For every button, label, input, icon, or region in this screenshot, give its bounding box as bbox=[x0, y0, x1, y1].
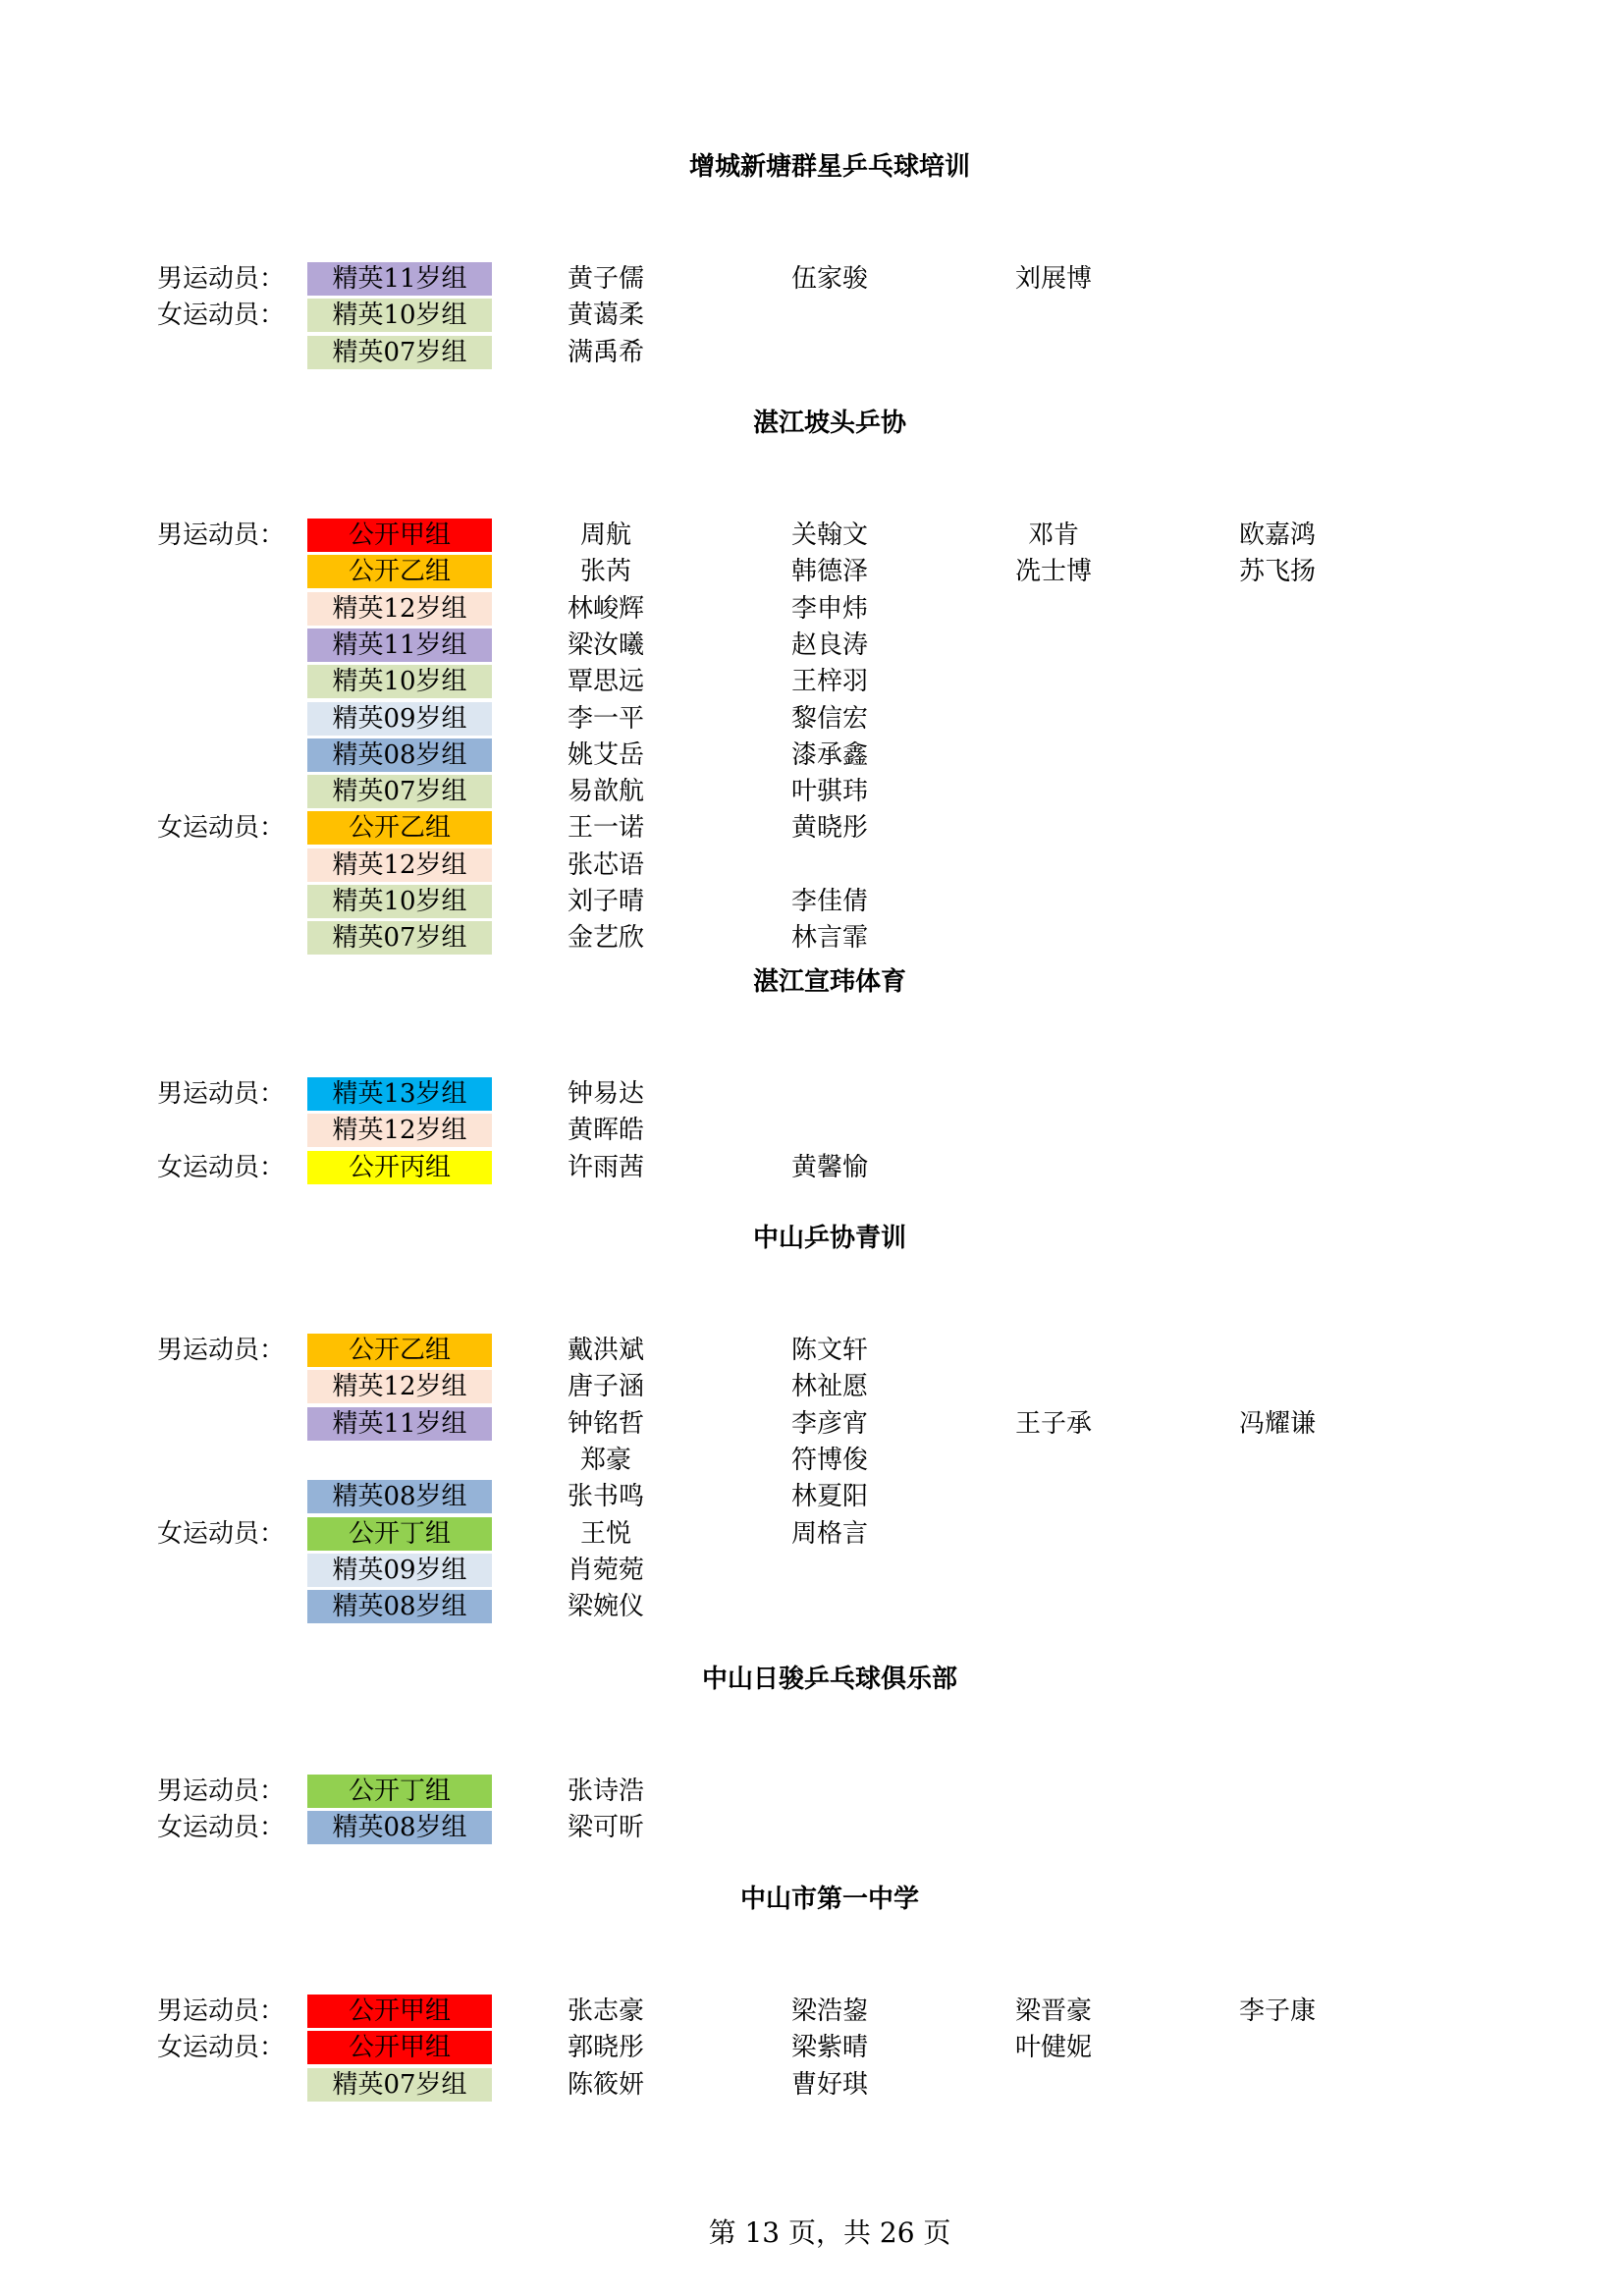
roster-row bbox=[0, 1150, 1623, 1185]
group-badge: 精英08岁组 bbox=[307, 1811, 492, 1844]
athlete-name: 梁婉仪 bbox=[567, 1592, 644, 1622]
roster-row bbox=[0, 1810, 1623, 1845]
athlete-name: 韩德泽 bbox=[790, 557, 868, 587]
roster-row bbox=[0, 1774, 1623, 1809]
roster-row bbox=[0, 1589, 1623, 1624]
gender-label bbox=[157, 1443, 295, 1478]
athlete-name: 张芯语 bbox=[567, 849, 644, 880]
athlete-name: 冯耀谦 bbox=[1238, 1408, 1316, 1439]
group-badge: 精英12岁组 bbox=[307, 592, 492, 626]
group-badge: 精英11岁组 bbox=[307, 262, 492, 296]
athlete-name: 王子承 bbox=[1014, 1408, 1092, 1439]
group-badge: 精英12岁组 bbox=[307, 1370, 492, 1403]
athlete-name: 赵良涛 bbox=[790, 629, 868, 660]
athlete-name: 刘展博 bbox=[1014, 264, 1092, 294]
athlete-name: 叶健妮 bbox=[1014, 2033, 1092, 2063]
athlete-name: 李申炜 bbox=[790, 593, 868, 624]
athlete-name: 林峻辉 bbox=[567, 593, 644, 624]
athlete-name: 陈筱妍 bbox=[567, 2069, 644, 2100]
athlete-name: 郑豪 bbox=[579, 1445, 631, 1475]
gender-label: 男运动员： bbox=[157, 1079, 286, 1109]
gender-label bbox=[157, 554, 295, 589]
athlete-name: 冼士博 bbox=[1014, 557, 1092, 587]
gender-label: 女运动员： bbox=[157, 301, 286, 331]
page-footer: 第 13 页，共 26 页 bbox=[708, 2216, 951, 2249]
athlete-name: 林言霏 bbox=[790, 923, 868, 954]
group-badge: 精英09岁组 bbox=[307, 702, 492, 736]
roster-row bbox=[0, 810, 1623, 846]
group-badge: 精英10岁组 bbox=[307, 299, 492, 332]
club-title: 中山乒协青训 bbox=[752, 1224, 906, 1253]
group-badge: 精英07岁组 bbox=[307, 775, 492, 808]
athlete-name: 林夏阳 bbox=[790, 1482, 868, 1512]
group-badge: 精英07岁组 bbox=[307, 336, 492, 369]
athlete-name: 叶骐玮 bbox=[790, 777, 868, 807]
group-badge: 精英12岁组 bbox=[307, 1114, 492, 1147]
athlete-name: 梁紫晴 bbox=[790, 2033, 868, 2063]
roster-row bbox=[0, 1553, 1623, 1588]
group-badge: 精英08岁组 bbox=[307, 1590, 492, 1623]
group-badge: 精英09岁组 bbox=[307, 1554, 492, 1587]
athlete-name: 邓肯 bbox=[1027, 520, 1079, 550]
athlete-name: 符博俊 bbox=[790, 1445, 868, 1475]
club-title: 中山日骏乒乓球俱乐部 bbox=[701, 1665, 957, 1694]
group-badge: 公开甲组 bbox=[307, 1995, 492, 2028]
gender-label bbox=[157, 1406, 295, 1442]
gender-label bbox=[157, 335, 295, 370]
athlete-name: 漆承鑫 bbox=[790, 739, 868, 770]
gender-label bbox=[157, 920, 295, 956]
gender-label bbox=[157, 701, 295, 737]
gender-label bbox=[157, 847, 295, 883]
athlete-name: 周格言 bbox=[790, 1518, 868, 1549]
group-badge: 精英13岁组 bbox=[307, 1077, 492, 1111]
roster-row bbox=[0, 774, 1623, 809]
gender-label bbox=[157, 774, 295, 809]
group-badge: 精英08岁组 bbox=[307, 1480, 492, 1513]
athlete-name: 黄蔼柔 bbox=[567, 301, 644, 331]
group-badge: 精英08岁组 bbox=[307, 738, 492, 772]
roster-row bbox=[0, 1994, 1623, 2029]
roster-row bbox=[0, 701, 1623, 737]
gender-label: 女运动员： bbox=[157, 813, 286, 844]
roster-row bbox=[0, 884, 1623, 919]
athlete-name: 黄晖皓 bbox=[567, 1116, 644, 1146]
gender-label bbox=[157, 1589, 295, 1624]
athlete-name: 王一诺 bbox=[567, 813, 644, 844]
roster-row bbox=[0, 591, 1623, 627]
gender-label bbox=[157, 884, 295, 919]
club-title: 湛江宣玮体育 bbox=[752, 967, 906, 997]
athlete-name: 金艺欣 bbox=[567, 923, 644, 954]
athlete-name: 刘子晴 bbox=[567, 887, 644, 916]
group-badge: 精英07岁组 bbox=[307, 2068, 492, 2102]
gender-label: 男运动员： bbox=[157, 520, 286, 550]
roster-row bbox=[0, 1479, 1623, 1514]
athlete-name: 覃思远 bbox=[567, 667, 644, 697]
athlete-name: 张诗浩 bbox=[567, 1777, 644, 1806]
athlete-name: 李彦宵 bbox=[790, 1408, 868, 1439]
athlete-name: 梁晋豪 bbox=[1014, 1996, 1092, 2026]
athlete-name: 黄晓彤 bbox=[790, 813, 868, 844]
athlete-name: 李子康 bbox=[1238, 1996, 1316, 2026]
group-badge: 精英10岁组 bbox=[307, 665, 492, 698]
athlete-name: 王梓羽 bbox=[790, 667, 868, 697]
athlete-name: 李佳倩 bbox=[790, 887, 868, 916]
gender-label bbox=[157, 1113, 295, 1148]
athlete-name: 林祉愿 bbox=[790, 1372, 868, 1402]
gender-label: 女运动员： bbox=[157, 1518, 286, 1549]
group-badge: 公开丙组 bbox=[307, 1151, 492, 1184]
roster-row bbox=[0, 920, 1623, 956]
roster-row bbox=[0, 1333, 1623, 1368]
athlete-name: 唐子涵 bbox=[567, 1372, 644, 1402]
club-title: 湛江坡头乒协 bbox=[752, 409, 906, 438]
group-badge: 精英07岁组 bbox=[307, 921, 492, 955]
group-badge: 精英11岁组 bbox=[307, 629, 492, 662]
club-title: 中山市第一中学 bbox=[739, 1885, 919, 1914]
gender-label bbox=[157, 664, 295, 699]
roster-row bbox=[0, 664, 1623, 699]
group-badge: 公开丁组 bbox=[307, 1775, 492, 1808]
group-badge: 精英12岁组 bbox=[307, 848, 492, 882]
roster-row bbox=[0, 2030, 1623, 2065]
gender-label bbox=[157, 628, 295, 663]
roster-row bbox=[0, 1443, 1623, 1478]
roster-row bbox=[0, 628, 1623, 663]
roster-row bbox=[0, 335, 1623, 370]
group-badge: 公开乙组 bbox=[307, 555, 492, 588]
gender-label: 女运动员： bbox=[157, 2033, 286, 2063]
roster-row bbox=[0, 738, 1623, 773]
roster-row bbox=[0, 1369, 1623, 1404]
athlete-name: 钟铭哲 bbox=[567, 1408, 644, 1439]
group-badge: 公开乙组 bbox=[307, 811, 492, 845]
athlete-name: 李一平 bbox=[567, 703, 644, 734]
roster-row bbox=[0, 847, 1623, 883]
group-badge: 精英10岁组 bbox=[307, 885, 492, 918]
roster-row bbox=[0, 1406, 1623, 1442]
gender-label: 男运动员： bbox=[157, 264, 286, 294]
athlete-name: 王悦 bbox=[579, 1518, 631, 1549]
athlete-name: 陈文轩 bbox=[790, 1336, 868, 1365]
athlete-name: 郭晓彤 bbox=[567, 2033, 644, 2063]
athlete-name: 欧嘉鸿 bbox=[1238, 520, 1316, 550]
athlete-name: 张芮 bbox=[579, 557, 631, 587]
gender-label bbox=[157, 1479, 295, 1514]
gender-label: 女运动员： bbox=[157, 1152, 286, 1182]
group-badge: 公开丁组 bbox=[307, 1517, 492, 1551]
gender-label: 男运动员： bbox=[157, 1777, 286, 1806]
gender-label bbox=[157, 1369, 295, 1404]
gender-label: 男运动员： bbox=[157, 1996, 286, 2026]
group-badge: 公开甲组 bbox=[307, 2031, 492, 2064]
group-badge: 公开甲组 bbox=[307, 519, 492, 552]
roster-row bbox=[0, 1113, 1623, 1148]
gender-label: 女运动员： bbox=[157, 1813, 286, 1843]
roster-row bbox=[0, 261, 1623, 297]
athlete-name: 周航 bbox=[579, 520, 631, 550]
group-badge: 公开乙组 bbox=[307, 1334, 492, 1367]
athlete-name: 伍家骏 bbox=[790, 264, 868, 294]
athlete-name: 姚艾岳 bbox=[567, 739, 644, 770]
athlete-name: 许雨茜 bbox=[567, 1152, 644, 1182]
athlete-name: 戴洪斌 bbox=[567, 1336, 644, 1365]
roster-row bbox=[0, 1516, 1623, 1552]
roster-row bbox=[0, 554, 1623, 589]
athlete-name: 黄子儒 bbox=[567, 264, 644, 294]
gender-label: 男运动员： bbox=[157, 1336, 286, 1365]
athlete-name: 关翰文 bbox=[790, 520, 868, 550]
athlete-name: 曹好琪 bbox=[790, 2069, 868, 2100]
athlete-name: 苏飞扬 bbox=[1238, 557, 1316, 587]
athlete-name: 肖菀菀 bbox=[567, 1555, 644, 1585]
athlete-name: 梁浩鋆 bbox=[790, 1996, 868, 2026]
athlete-name: 张书鸣 bbox=[567, 1482, 644, 1512]
athlete-name: 易歆航 bbox=[567, 777, 644, 807]
roster-row bbox=[0, 1076, 1623, 1112]
athlete-name: 梁汝曦 bbox=[567, 629, 644, 660]
athlete-name: 钟易达 bbox=[567, 1079, 644, 1109]
gender-label bbox=[157, 738, 295, 773]
roster-row bbox=[0, 298, 1623, 333]
roster-row bbox=[0, 2067, 1623, 2103]
gender-label bbox=[157, 591, 295, 627]
athlete-name: 黄馨愉 bbox=[790, 1152, 868, 1182]
athlete-name: 满禹希 bbox=[567, 337, 644, 367]
group-badge: 精英11岁组 bbox=[307, 1407, 492, 1441]
athlete-name: 黎信宏 bbox=[790, 703, 868, 734]
club-title: 增城新塘群星乒乓球培训 bbox=[688, 152, 970, 182]
roster-row bbox=[0, 518, 1623, 553]
athlete-name: 梁可昕 bbox=[567, 1813, 644, 1843]
gender-label bbox=[157, 1553, 295, 1588]
athlete-name: 张志豪 bbox=[567, 1996, 644, 2026]
gender-label bbox=[157, 2067, 295, 2103]
